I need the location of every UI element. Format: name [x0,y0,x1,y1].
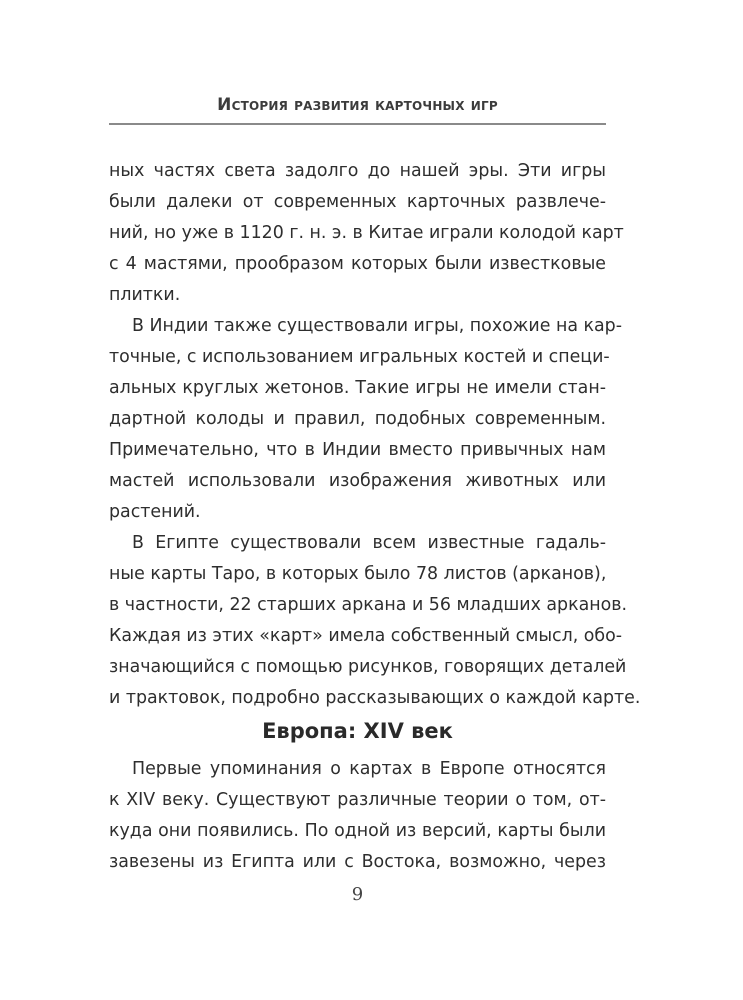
book-page [109,0,641,1000]
text-line: значающийся с помощью рисунков, говорящих деталей [109,657,627,677]
section-body-text [109,754,606,878]
text-line: куда они появились. По одной из версий, карты были [109,821,606,841]
text-line: точные, с использованием игральных костей и специ- [109,347,610,367]
text-line: к XIV веку. Существуют различные теории о том, от- [109,790,606,810]
header-rule-divider [109,123,606,125]
text-line: Каждая из этих «карт» имела собственный смысл, обо- [109,626,623,646]
paragraph-india [109,311,622,528]
text-line: ных частях света задолго до нашей эры. Эти игры [109,161,606,181]
section-heading: Европа: XIV век [262,719,453,744]
text-line: ний, но уже в 1120 г. н. э. в Китае играли колодой карт [109,223,624,243]
text-line: с 4 мастями, прообразом которых были известковые [109,254,606,274]
text-line: ные карты Таро, в которых было 78 листов (арканов), [109,564,607,584]
text-line: плитки. [109,285,181,305]
text-line: Примечательно, что в Индии вместо привычных нам [109,440,606,460]
text-line: В Египте существовали всем известные гадаль- [132,533,606,553]
text-line: в частности, 22 старших аркана и 56 младших арканов. [109,595,628,615]
page-number: 9 [351,884,364,905]
text-line: Первые упоминания о картах в Европе относятся [132,759,606,779]
paragraph-egypt [109,528,641,714]
text-line: В Индии также существовали игры, похожие на кар- [132,316,622,336]
text-line: мастей использовали изображения животных или [109,471,606,491]
text-line: растений. [109,502,201,522]
paragraph-europe [109,754,606,878]
body-text [109,156,641,714]
paragraph-china [109,156,624,311]
text-line: завезены из Египта или с Востока, возможно, через [109,852,606,872]
text-line: дартной колоды и правил, подобных современным. [109,409,606,429]
text-line: были далеки от современных карточных развлече- [109,192,606,212]
text-line: альных круглых жетонов. Такие игры не имели стан- [109,378,606,398]
text-line: и трактовок, подробно рассказывающих о каждой карте. [109,688,641,708]
running-head: История развития карточных игр [217,95,498,115]
